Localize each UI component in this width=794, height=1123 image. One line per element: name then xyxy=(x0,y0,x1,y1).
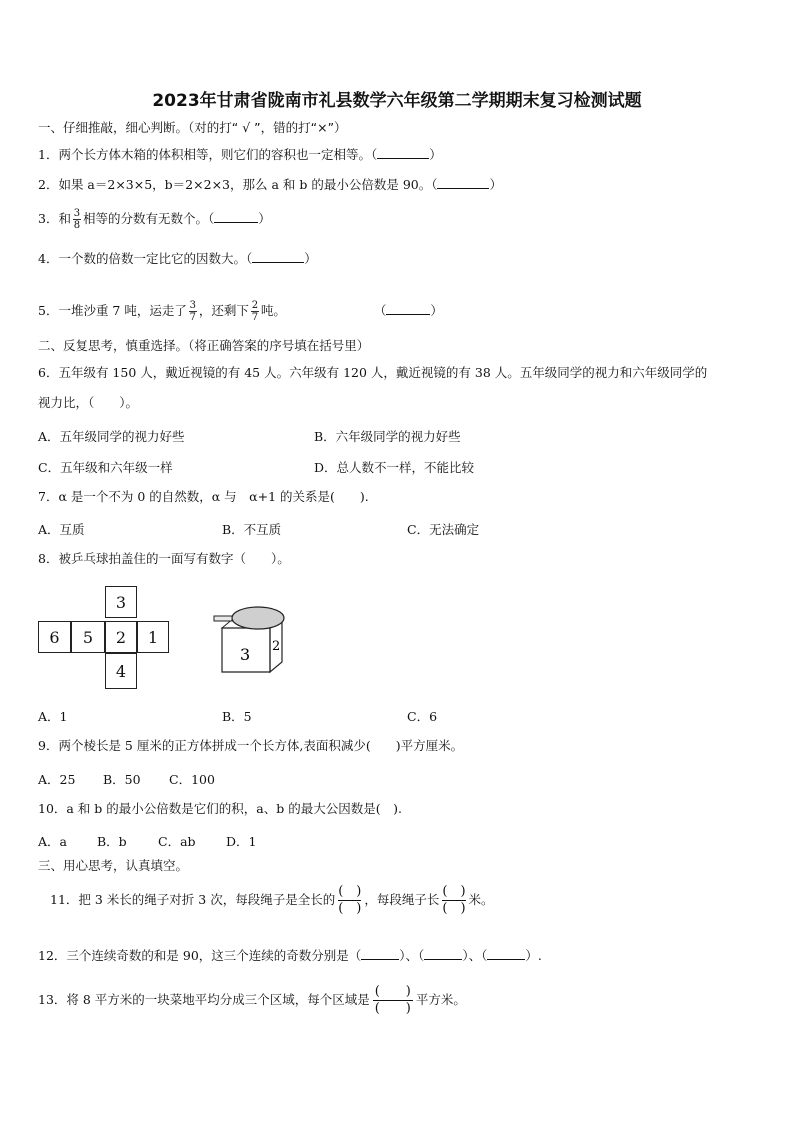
q9-option-a[interactable]: A．25 xyxy=(38,772,76,787)
section-1-heading: 一、仔细推敲，细心判断。（对的打“ √ ”，错的打“×”） xyxy=(38,120,347,135)
q8-option-a[interactable]: A．1 xyxy=(38,709,68,724)
q9-option-c[interactable]: C．100 xyxy=(169,772,215,787)
question-4: 4．一个数的倍数一定比它的因数大。（ ） xyxy=(38,251,317,266)
paddle-icon xyxy=(232,607,284,629)
cube-with-paddle-diagram xyxy=(212,598,292,676)
answer-blank[interactable] xyxy=(214,210,258,223)
q6-option-a[interactable]: A．五年级同学的视力好些 xyxy=(38,429,185,444)
q8-option-c[interactable]: C．6 xyxy=(407,709,438,724)
q7-option-b[interactable]: B．不互质 xyxy=(222,522,282,537)
question-5: 5．一堆沙重 7 吨，运走了 $\frac{3}{7}$ ，还剩下 $\frac{2}{7}$ 吨。 （ ） xyxy=(38,300,443,323)
page-title: 2023年甘肃省陇南市礼县数学六年级第二学期期末复习检测试题 xyxy=(152,91,642,111)
section-3-heading: 三、用心思考，认真填空。 xyxy=(38,858,189,873)
answer-blank[interactable] xyxy=(487,947,525,960)
q9-option-b[interactable]: B．50 xyxy=(103,772,141,787)
q7-option-a[interactable]: A．互质 xyxy=(38,522,85,537)
question-6-line-2: 视力比，（ ）。 xyxy=(38,395,139,410)
cube-side-face: 2 xyxy=(272,639,281,654)
section-2-heading: 二、反复思考，慎重选择。（将正确答案的序号填在括号里） xyxy=(38,338,370,353)
q6-option-c[interactable]: C．五年级和六年级一样 xyxy=(38,460,173,475)
cube-front-face: 3 xyxy=(240,645,251,664)
q10-option-c[interactable]: C．ab xyxy=(158,834,196,849)
question-2: 2．如果 a＝2×3×5，b＝2×2×3，那么 a 和 b 的最小公倍数是 90。（ ） xyxy=(38,177,502,192)
q7-option-c[interactable]: C．无法确定 xyxy=(407,522,480,537)
question-12: 12．三个连续奇数的和是 90，这三个连续的奇数分别是（ ）、（ ）、（ ）. xyxy=(38,948,542,963)
question-9: 9．两个棱长是 5 厘米的正方体拼成一个长方体,表面积减少( )平方厘米。 xyxy=(38,738,464,753)
question-11: 11．把 3 米长的绳子对折 3 次，每段绳子是全长的 ( ) ( ) ，每段绳子长 ( ) ( ) 米。 xyxy=(50,884,494,916)
answer-blank[interactable] xyxy=(377,146,429,159)
net-face: 5 xyxy=(71,621,105,653)
fraction: $\frac{3}{7}$ xyxy=(189,300,197,323)
question-8: 8．被乒乓球拍盖住的一面写有数字（ ）。 xyxy=(38,551,290,566)
answer-blank[interactable] xyxy=(361,947,399,960)
q10-option-a[interactable]: A．a xyxy=(38,834,67,849)
question-3: 3．和 $\frac{3}{8}$ 相等的分数有无数个。（ ） xyxy=(38,208,271,231)
net-face: 3 xyxy=(105,586,137,618)
fraction: $\frac{3}{8}$ xyxy=(73,208,81,231)
q6-option-b[interactable]: B．六年级同学的视力好些 xyxy=(314,429,461,444)
cube-net-diagram xyxy=(38,586,218,690)
net-face: 6 xyxy=(38,621,71,653)
question-10: 10．a 和 b 的最小公倍数是它们的积，a、b 的最大公因数是( ). xyxy=(38,801,402,816)
fraction-blank[interactable]: ( ) ( ) xyxy=(374,984,411,1016)
question-1: 1．两个长方体木箱的体积相等，则它们的容积也一定相等。（ ） xyxy=(38,147,442,162)
question-13: 13．将 8 平方米的一块菜地平均分成三个区域，每个区域是 ( ) ( ) 平方米。 xyxy=(38,984,466,1016)
answer-blank[interactable] xyxy=(252,250,304,263)
q10-option-b[interactable]: B．b xyxy=(97,834,127,849)
question-6-line-1: 6．五年级有 150 人，戴近视镜的有 45 人。六年级有 120 人，戴近视镜的有 38 人。五年级同学的视力和六年级同学的 xyxy=(38,365,708,380)
answer-blank[interactable] xyxy=(386,302,430,315)
q10-option-d[interactable]: D．1 xyxy=(226,834,257,849)
q6-option-d[interactable]: D．总人数不一样，不能比较 xyxy=(314,460,475,475)
net-face: 2 xyxy=(105,621,137,653)
answer-blank[interactable] xyxy=(424,947,462,960)
fraction: $\frac{2}{7}$ xyxy=(251,300,259,323)
fraction-blank[interactable]: ( ) ( ) xyxy=(338,884,362,916)
question-7: 7．α 是一个不为 0 的自然数，α 与 α+1 的关系是( ). xyxy=(38,489,369,504)
answer-blank[interactable] xyxy=(437,176,489,189)
net-face: 1 xyxy=(137,621,169,653)
net-face: 4 xyxy=(105,653,137,689)
fraction-blank[interactable]: ( ) ( ) xyxy=(442,884,466,916)
q8-option-b[interactable]: B．5 xyxy=(222,709,252,724)
